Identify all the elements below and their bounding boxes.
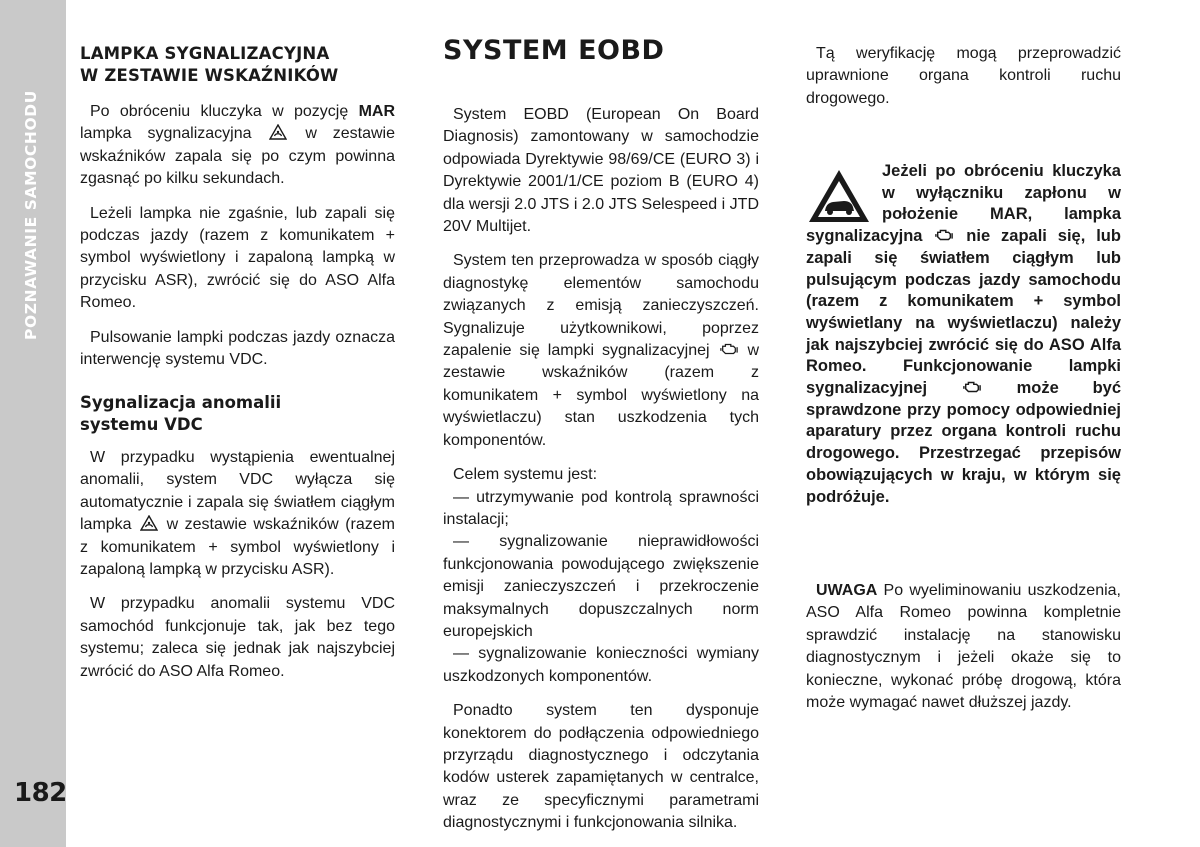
heading-line: Sygnalizacja anomalii (80, 393, 282, 412)
warning-box (806, 161, 1121, 508)
text: W przypadku wystąpienia ewentualnej anomalii, system VDC wyłącza się automatycznie i zapala się światłem ciągłym lampka (80, 449, 395, 534)
heading-line: systemu VDC (80, 415, 203, 434)
paragraph: Tą weryfikację mogą przeprowadzić uprawnione organa kontroli ruchu drogowego. (806, 45, 1121, 107)
warning-triangle-icon (806, 167, 872, 225)
text: w zestawie wskaźników (razem z komunikatem + symbol wyświetlony na wyświetlaczu) stan uszkodzenia tych komponentów. (443, 342, 760, 449)
paragraph: W przypadku anomalii systemu VDC samochód funkcjonuje tak, jak bez tego systemu; zaleca się jednak jak najszybciej zwrócić do ASO Alfa Romeo. (80, 595, 395, 680)
engine-check-icon (720, 341, 738, 357)
text: Jeżeli po obróceniu kluczyka w wyłączniku zapłonu w położenie MAR, lampka sygnalizacyjna (806, 162, 1121, 246)
list-item: — utrzymywanie pod kontrolą sprawności instalacji; (443, 488, 759, 528)
page-number: 182 (14, 778, 67, 808)
list-item: — sygnalizowanie nieprawidłowości funkcjonowania powodującego zwiększenie emisji zanieczyszczeń i przekroczenie maksymalnych dopuszczalnych norm europejskich (443, 533, 759, 640)
text: w zestawie wskaźników zapala się po czym powinna zgasnąć po kilku sekundach. (80, 125, 396, 188)
list-intro: Celem systemu jest: (453, 466, 598, 484)
text: System ten przeprowadza w sposób ciągły diagnostykę elementów samochodu związanych z emisją zanieczyszczeń. Sygnalizuje użytkownikowi, poprzez zapalenie się lampki sygnalizacyjnej (443, 252, 759, 360)
heading-lampka (80, 43, 395, 87)
text: w zestawie wskaźników (razem z komunikatem + symbol wyświetlony i zapaloną lampką w przycisku ASR). (80, 516, 395, 579)
paragraph (80, 447, 395, 581)
text: Po obróceniu kluczyka w pozycję (90, 103, 349, 120)
vdc-warning-icon (269, 124, 287, 140)
engine-check-icon (935, 227, 953, 243)
note-paragraph (806, 580, 1121, 714)
text: Po wyeliminowaniu uszkodzenia, ASO Alfa Romeo powinna kompletnie sprawdzić instalację na stanowisku diagnostycznym i jeżeli okaże się to konieczne, wykonać próbę drogową, która może wymagać nawet dłuższej jazdy. (806, 582, 1121, 712)
sidebar (0, 0, 66, 847)
heading-line: LAMPKA SYGNALIZACYJNA (80, 44, 330, 63)
heading-vdc (80, 392, 395, 436)
paragraph (80, 101, 395, 191)
paragraph: Pulsowanie lampki podczas jazdy oznacza interwencję systemu VDC. (80, 328, 395, 369)
goals-list (443, 464, 759, 688)
page-title: SYSTEM EOBD (443, 35, 665, 66)
paragraph: Ponadto system ten dysponuje konektorem do podłączenia odpowiedniego przyrządu diagnostycznego i odczytania kodów usterek zapamiętanych w centralce, wraz ze specyficznymi parametrami diagnostycznymi i funkcjonowania silnika. (443, 702, 759, 832)
text: może być sprawdzone przy pomocy odpowiedniej aparatury przez organa kontroli ruchu drogowego. Przestrzegać przepisów obowiązujących w kraju, w którym się podróżuje. (806, 379, 1121, 506)
text: lampka sygnalizacyjna (80, 125, 252, 143)
mar-position: MAR (358, 103, 395, 120)
note-label: UWAGA (816, 582, 878, 599)
text: nie zapali się, lub zapali się światłem ciągłym lub pulsującym podczas jazdy samochodu (razem z komunikatem + symbol wyświetlany na wyświetlaczu) należy jak najszybciej zwrócić się do ASO Alfa Romeo. Funkcjonowanie lampki sygnalizacyjnej (806, 227, 1121, 398)
heading-line: W ZESTAWIE WSKAŹNIKÓW (80, 66, 339, 85)
paragraph (443, 250, 759, 452)
engine-check-icon (963, 379, 981, 395)
section-title: POZNAWANIE SAMOCHODU (22, 90, 40, 340)
vdc-warning-icon (140, 515, 158, 531)
paragraph: System EOBD (European On Board Diagnosis) zamontowany w samochodzie odpowiada Dyrektywie 98/69/CE (EURO 3) i Dyrektywie 2001/1/CE poziom B (EURO 4) dla wersji 2.0 JTS i 2.0 JTS Selespeed i JTD 20V Multijet. (443, 106, 759, 236)
list-item: — sygnalizowanie konieczności wymiany uszkodzonych komponentów. (443, 645, 759, 685)
paragraph: Leżeli lampka nie zgaśnie, lub zapali się podczas jazdy (razem z komunikatem + symbol wyświetlony i zapaloną lampką w przycisku ASR), zwrócić się do ASO Alfa Romeo. (80, 204, 395, 312)
